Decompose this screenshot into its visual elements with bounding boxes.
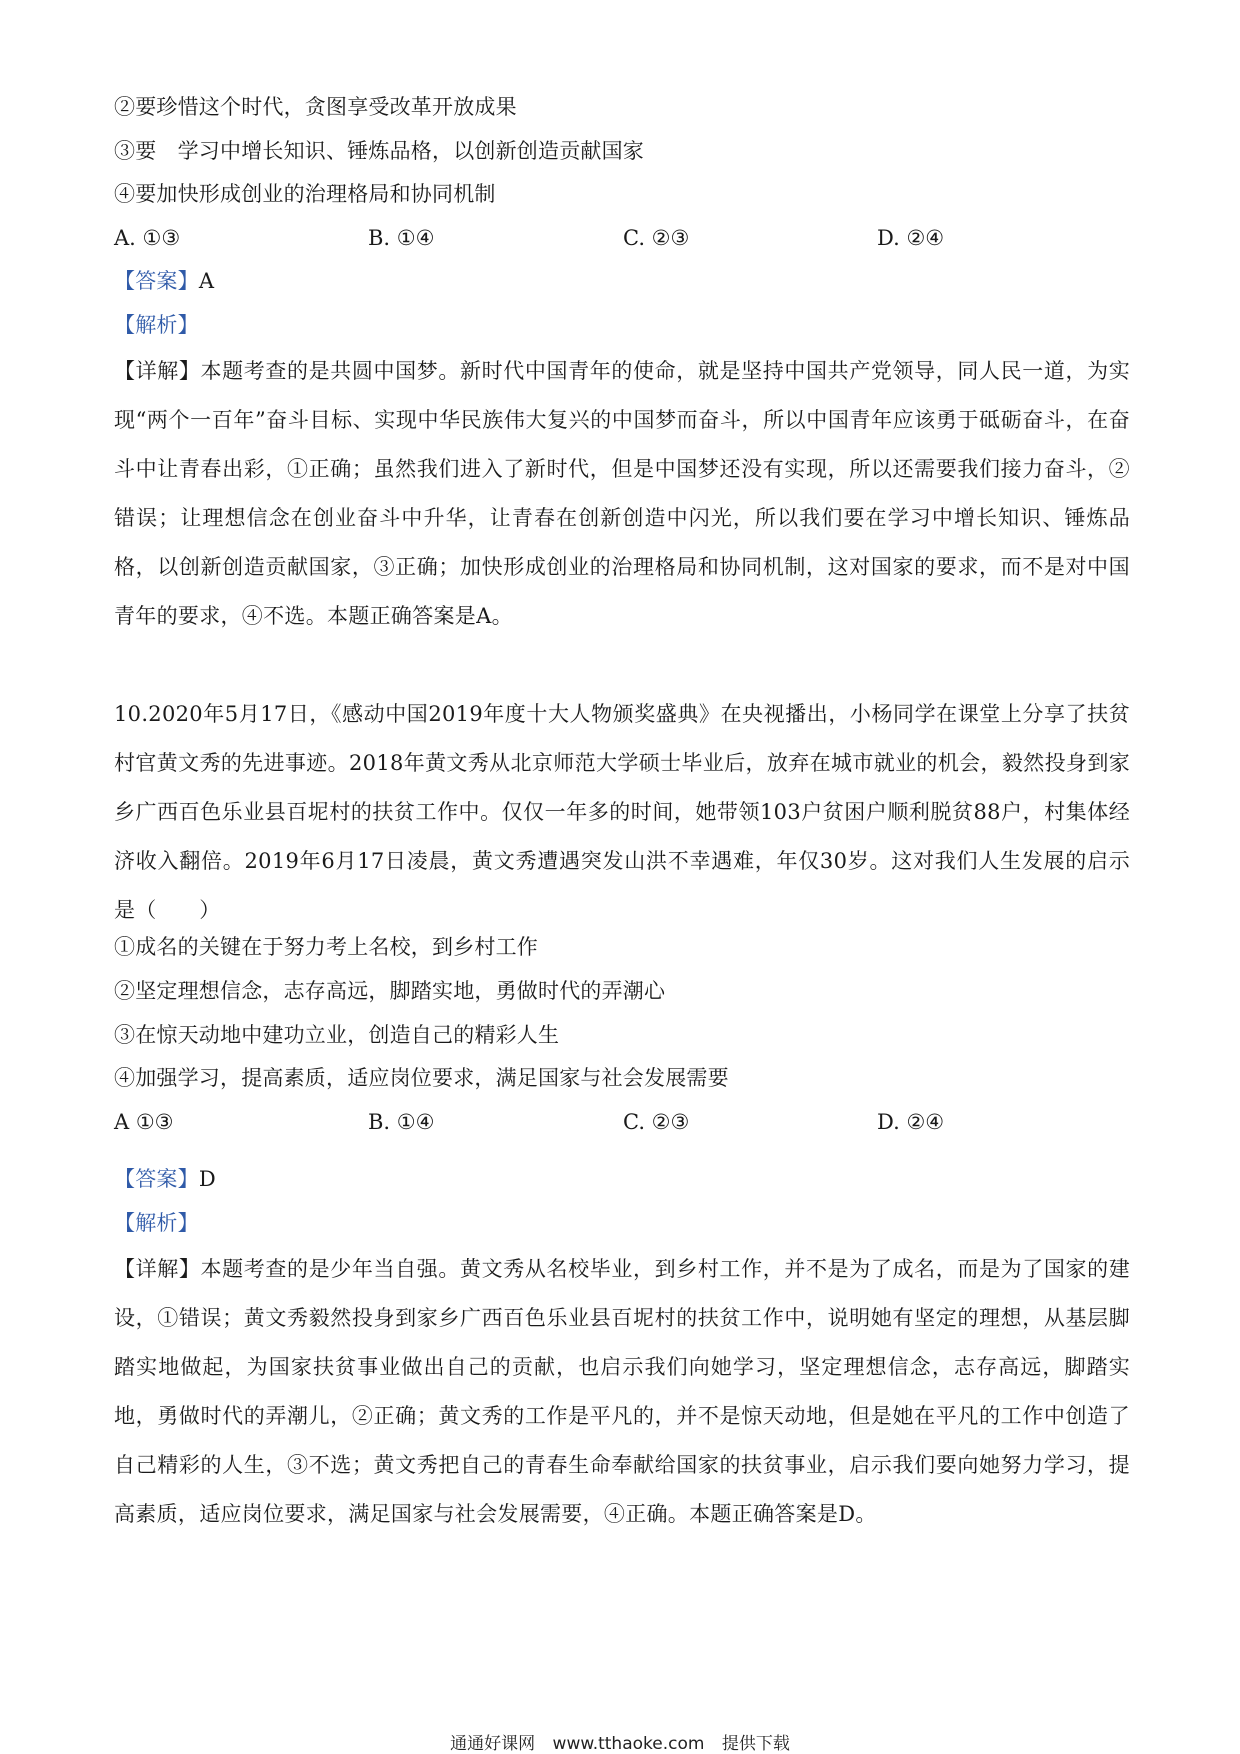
q9-option-d: D. ②④ [877,226,945,250]
q10-option-b: B. ①④ [368,1110,435,1134]
q9-option-a: A. ①③ [114,226,181,250]
analysis-tag: 【解析】 [114,1211,199,1235]
q9-detail-paragraph [114,347,1130,642]
q9-answer [114,266,1134,296]
answer-value: A [198,269,215,293]
q9-option-c: C. ②③ [623,226,690,250]
q9-statement-4: ④要加快形成创业的治理格局和协同机制 [114,182,496,206]
q9-analysis-heading [114,310,1134,340]
page-footer [0,1729,1240,1754]
q10-detail-paragraph [114,1245,1130,1540]
q10-analysis-heading [114,1208,1134,1238]
detail-tag: 【详解】 [114,1257,201,1281]
q10-stem: 10.2020年5月17日，《感动中国2019年度十大人物颁奖盛典》在央视播出，小杨同学在课堂上分享了扶贫村官黄文秀的先进事迹。2018年黄文秀从北京师范大学硕士毕业后，放弃在城市就业的机会，毅然投身到家乡广西百色乐业县百坭村的扶贫工作中。仅仅一年多的时间，她带领103户贫困户顺利脱贫88户，村集体经济收入翻倍。2019年6月17日凌晨，黄文秀遭遇突发山洪不幸遇难，年仅30岁。这对我们人生发展的启示是（ ） [114,702,1130,922]
footer-site-name: 通通好课网 [450,1734,536,1754]
detail-text: 本题考查的是共圆中国梦。新时代中国青年的使命，就是坚持中国共产党领导，同人民一道，为实现“两个一百年”奋斗目标、实现中华民族伟大复兴的中国梦而奋斗，所以中国青年应该勇于砥砺奋斗，在奋斗中让青春出彩，①正确；虽然我们进入了新时代，但是中国梦还没有实现，所以还需要我们接力奋斗，②错误；让理想信念在创业奋斗中升华，让青春在创新创造中闪光，所以我们要在学习中增长知识、锤炼品格，以创新创造贡献国家，③正确；加快形成创业的治理格局和协同机制，这对国家的要求，而不是对中国青年的要求，④不选。本题正确答案是A。 [114,359,1130,628]
q9-statement-3: ③要 学习中增长知识、锤炼品格，以创新创造贡献国家 [114,139,644,163]
q9-options [114,223,1134,253]
analysis-tag: 【解析】 [114,313,199,337]
detail-tag: 【详解】 [114,359,201,383]
q10-option-d: D. ②④ [877,1110,945,1134]
detail-text: 本题考查的是少年当自强。黄文秀从名校毕业，到乡村工作，并不是为了成名，而是为了国家的建设，①错误；黄文秀毅然投身到家乡广西百色乐业县百坭村的扶贫工作中，说明她有坚定的理想，从基层脚踏实地做起，为国家扶贫事业做出自己的贡献，也启示我们向她学习，坚定理想信念，志存高远，脚踏实地，勇做时代的弄潮儿，②正确；黄文秀的工作是平凡的，并不是惊天动地，但是她在平凡的工作中创造了自己精彩的人生，③不选；黄文秀把自己的青春生命奉献给国家的扶贫事业，启示我们要向她努力学习，提高素质，适应岗位要求，满足国家与社会发展需要，④正确。本题正确答案是D。 [114,1257,1130,1526]
answer-value: D [198,1167,216,1191]
q10-statement-3: ③在惊天动地中建功立业，创造自己的精彩人生 [114,1023,560,1047]
q10-statement-4: ④加强学习，提高素质，适应岗位要求，满足国家与社会发展需要 [114,1066,729,1090]
q10-option-a: A ①③ [114,1110,174,1134]
q9-statement-2: ②要珍惜这个时代，贪图享受改革开放成果 [114,95,517,119]
q10-option-c: C. ②③ [623,1110,690,1134]
q9-option-b: B. ①④ [368,226,435,250]
footer-note: 提供下载 [721,1734,790,1754]
q10-statement-1: ①成名的关键在于努力考上名校，到乡村工作 [114,935,538,959]
q10-statement-2: ②坚定理想信念，志存高远，脚踏实地，勇做时代的弄潮心 [114,979,666,1003]
q10-options [114,1107,1134,1137]
answer-tag: 【答案】 [114,269,199,293]
footer-url[interactable]: www.tthaoke.com [552,1734,705,1754]
answer-tag: 【答案】 [114,1167,199,1191]
q10-answer [114,1164,1134,1194]
